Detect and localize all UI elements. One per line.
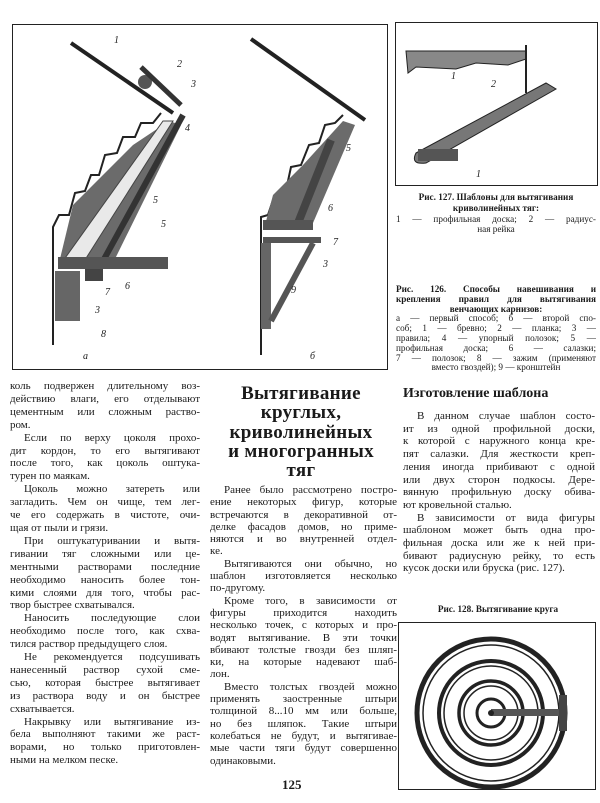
text-line: Кроме того, в зависимости от bbox=[224, 594, 397, 607]
text-line: Если по верху цоколя прохо- bbox=[24, 431, 200, 444]
text-line: загладить. Чем он чище, тем лег- bbox=[10, 496, 200, 509]
paragraph bbox=[403, 410, 595, 512]
paragraph bbox=[210, 558, 397, 595]
figure-label: 3 bbox=[323, 259, 328, 270]
section-heading: Изготовление шаблона bbox=[403, 386, 549, 401]
panel-label: а bbox=[83, 351, 88, 362]
text-line: фильная доска или же к ней при- bbox=[403, 537, 595, 550]
text-line: ными на мелком песке. bbox=[10, 754, 119, 767]
text-line: ют кровельной сталью. bbox=[403, 498, 512, 511]
figure-126 bbox=[12, 24, 388, 370]
templates-drawing bbox=[396, 23, 597, 185]
text-line: водят вытягивание. В эти точки bbox=[210, 631, 397, 644]
title-line: и многогранных bbox=[228, 440, 374, 462]
text-line: че его содержать в чистоте, очи- bbox=[10, 509, 200, 522]
text-line: коль подвержен длительному воз- bbox=[10, 380, 200, 392]
text-line: вянную профильную доску обива- bbox=[403, 486, 595, 499]
text-line: твор быстрее схватывался. bbox=[10, 599, 135, 612]
text-line: необходимо наносить более тон- bbox=[10, 573, 200, 586]
caption-line: криволинейных тяг: bbox=[452, 202, 540, 213]
text-line: ления иногда прибивают с одной bbox=[403, 460, 595, 473]
circle-drawing bbox=[399, 623, 595, 789]
text-line: Накрывку или вытягивание из- bbox=[24, 715, 200, 728]
text-line: по-другому. bbox=[210, 582, 266, 595]
title-line: тяг bbox=[286, 460, 316, 482]
text-line: действию влаги, его отделывают bbox=[10, 392, 200, 405]
text-line: одинаковыми. bbox=[210, 754, 276, 767]
caption-line: Рис. 127. Шаблоны для вытягивания bbox=[418, 192, 574, 202]
article-title bbox=[206, 384, 396, 480]
text-line: В зависимости от вида фигуры bbox=[417, 511, 595, 524]
text-line: но без шляпок. Такие штыри bbox=[210, 717, 397, 730]
page-number: 125 bbox=[282, 777, 302, 792]
text-line: из раствора воду и он быстрее bbox=[10, 689, 200, 702]
cornice-drawing bbox=[13, 25, 387, 369]
figure-label: 1 bbox=[114, 35, 119, 46]
text-line: ки, на которые надевают шаб- bbox=[210, 656, 397, 669]
figure-label: 1 bbox=[451, 71, 456, 82]
paragraph bbox=[210, 681, 397, 767]
title-line: круглых, bbox=[260, 402, 342, 424]
text-line: необходимо после того, как схва- bbox=[10, 625, 200, 638]
text-line: Вместо толстых гвоздей можно bbox=[224, 680, 397, 693]
text-line: ит из одной профильной доски, bbox=[403, 422, 595, 435]
text-line: Цоколь можно затереть или bbox=[24, 483, 200, 496]
caption-line: ная рейка bbox=[477, 224, 515, 235]
figure-127 bbox=[395, 22, 598, 186]
text-line: щая от пыли и грязи. bbox=[10, 521, 109, 534]
figure-label: 8 bbox=[101, 329, 106, 340]
middle-column-text bbox=[210, 484, 397, 767]
text-line: В данном случае шаблон состо- bbox=[417, 410, 595, 422]
text-line: цементным или сложным раство- bbox=[10, 405, 200, 418]
text-line: гивании тяг сложными или це- bbox=[10, 547, 200, 560]
figure-label: 2 bbox=[491, 79, 496, 90]
text-line: встречаются в декоративной от- bbox=[210, 508, 397, 521]
caption-line: венчающих карнизов: bbox=[449, 303, 543, 314]
caption-line: соб; 1 — бревно; 2 — планка; 3 — bbox=[396, 323, 596, 334]
paragraph bbox=[10, 380, 200, 432]
text-line: делке фасадов домов, но приме- bbox=[210, 520, 397, 533]
paragraph bbox=[10, 535, 200, 612]
text-line: или двух сторон подкосы. Дере- bbox=[403, 473, 595, 486]
text-line: шаблоном может быть одна про- bbox=[403, 524, 595, 537]
figure-128-caption: Рис. 128. Вытягивание круга bbox=[437, 604, 559, 614]
figure-label: 2 bbox=[177, 59, 182, 70]
text-line: несколько точек, с которых и про- bbox=[210, 619, 397, 632]
caption-line: 7 — полозок; 8 — зажим (применяют bbox=[396, 352, 596, 363]
text-line: вбивают толстые гвозди без шляп- bbox=[210, 643, 397, 656]
text-line: бивают радиусную рейку, то есть bbox=[403, 549, 595, 562]
text-line: При оштукатуривании и вытя- bbox=[24, 534, 200, 547]
caption-line: вместо гвоздей); 9 — кронштейн bbox=[431, 362, 561, 373]
title-line: криволинейных bbox=[229, 421, 373, 443]
figure-label: 7 bbox=[105, 287, 110, 298]
paragraph bbox=[10, 716, 200, 768]
text-line: фигуры приходится находить bbox=[210, 606, 397, 619]
text-line: Вытягиваются они обычно, но bbox=[224, 557, 397, 570]
text-line: нанесенный раствор сухой сме- bbox=[10, 663, 200, 676]
text-line: сью, которая быстрее вытягивает bbox=[10, 676, 200, 689]
text-line: кими слоями для того, чтобы рас- bbox=[10, 586, 200, 599]
figure-127-caption bbox=[396, 192, 596, 235]
text-line: толщиной 8...10 мм или больше, bbox=[210, 705, 397, 718]
text-line: применять заостренные штыри bbox=[210, 693, 397, 706]
text-line: дит кордон, то его вытягивают bbox=[10, 444, 200, 457]
figure-label: 5 bbox=[161, 219, 166, 230]
text-line: лон. bbox=[210, 668, 230, 681]
figure-126-caption bbox=[396, 285, 596, 373]
caption-line: крепления правил для вытягивания bbox=[396, 293, 596, 304]
figure-label: 3 bbox=[95, 305, 100, 316]
paragraph bbox=[10, 612, 200, 651]
panel-b-drawing bbox=[251, 39, 365, 355]
text-line: Не рекомендуется подсушивать bbox=[24, 651, 200, 664]
caption-line: профильная доска; 6 — салазки; bbox=[396, 342, 596, 353]
paragraph bbox=[210, 595, 397, 681]
figure-label: 6 bbox=[328, 203, 333, 214]
panel-label: б bbox=[310, 351, 316, 362]
figure-label: 1 bbox=[476, 169, 481, 180]
text-line: бела выполняют такими же раст- bbox=[10, 728, 200, 741]
text-line: после того, как цоколь оштука- bbox=[10, 457, 200, 470]
title-line: Вытягивание bbox=[241, 383, 361, 404]
text-line: ке. bbox=[210, 545, 223, 558]
text-line: пят салазки. Для жесткости креп- bbox=[403, 448, 595, 461]
caption-line: а — первый способ; б — второй спо- bbox=[396, 313, 596, 324]
text-line: ментными растворами последние bbox=[10, 560, 200, 573]
figure-label: 4 bbox=[185, 123, 190, 134]
caption-line: 1 — профильная доска; 2 — радиус- bbox=[396, 213, 596, 224]
text-line: ворами, но только приготовлен- bbox=[10, 741, 200, 754]
right-column-text bbox=[403, 410, 595, 575]
text-line: шаблон изготовляется несколько bbox=[210, 570, 397, 583]
text-line: Ранее было рассмотрено постро- bbox=[224, 484, 397, 496]
text-line: няются и во внутренней отдел- bbox=[210, 533, 397, 546]
paragraph bbox=[10, 432, 200, 484]
text-line: схватывается. bbox=[10, 702, 75, 715]
panel-a-drawing bbox=[53, 43, 183, 345]
text-line: к которой с наружного конца кре- bbox=[403, 435, 595, 448]
caption-line: правила; 4 — упорный полозок; 5 — bbox=[396, 332, 596, 343]
paragraph bbox=[403, 512, 595, 576]
text-line: турен по маякам. bbox=[10, 470, 90, 483]
text-line: мые части тяги будут совершенно bbox=[210, 742, 397, 755]
paragraph bbox=[10, 483, 200, 535]
figure-128 bbox=[398, 622, 596, 790]
paragraph bbox=[10, 651, 200, 716]
figure-label: 5 bbox=[153, 195, 158, 206]
text-line: ром. bbox=[10, 418, 31, 431]
caption-line: Рис. 126. Способы навешивания и bbox=[396, 284, 596, 294]
text-line: ение некоторых фигур, которые bbox=[210, 496, 397, 509]
paragraph bbox=[210, 484, 397, 558]
text-line: Наносить последующие слои bbox=[24, 612, 200, 625]
figure-label: 3 bbox=[191, 79, 196, 90]
text-line: кусок доски или бруска (рис. 127). bbox=[403, 562, 565, 575]
figure-label: 5 bbox=[346, 143, 351, 154]
figure-label: 9 bbox=[291, 285, 296, 296]
text-line: колебаться не будут, и вытягивае- bbox=[210, 729, 397, 742]
figure-label: 7 bbox=[333, 237, 338, 248]
text-line: тился раствор предыдущего слоя. bbox=[10, 638, 168, 651]
left-column-text bbox=[10, 380, 200, 767]
figure-label: 6 bbox=[125, 281, 130, 292]
